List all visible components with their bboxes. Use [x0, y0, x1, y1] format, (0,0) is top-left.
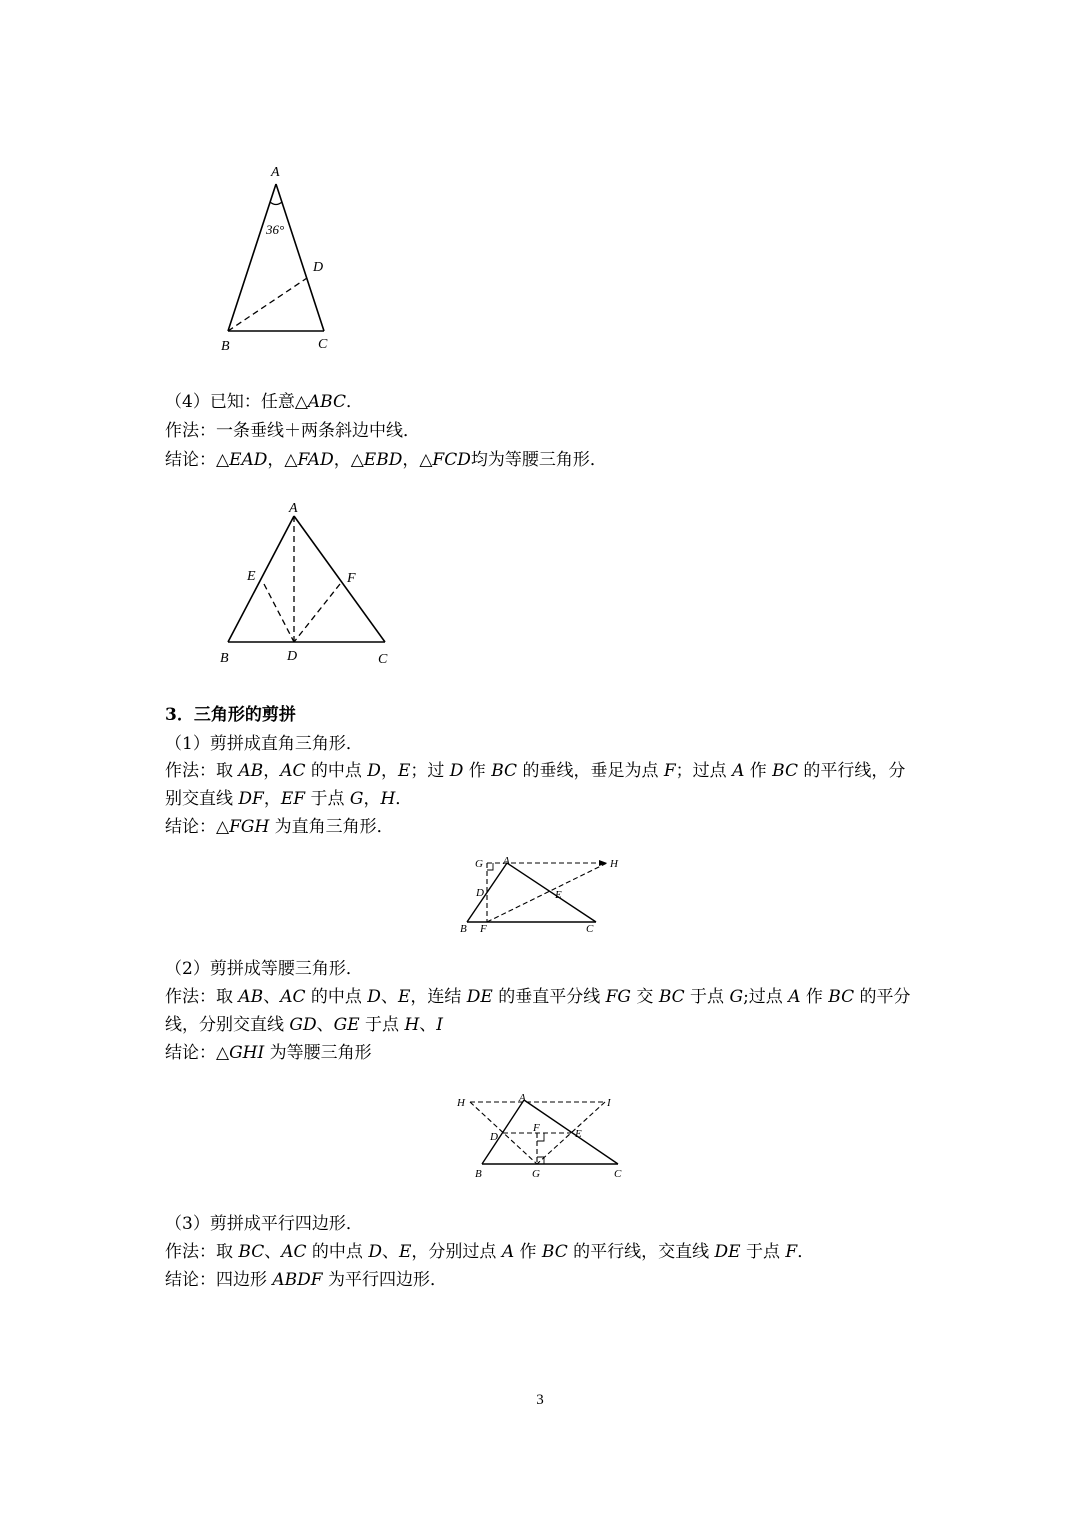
text-segment: AC — [280, 761, 306, 781]
text-segment: ABDF — [272, 1270, 323, 1290]
text-segment: DE — [466, 987, 493, 1007]
p3-method — [165, 1241, 814, 1263]
text-segment: 于点 — [684, 987, 730, 1007]
text-segment: ，△ — [402, 450, 433, 470]
text-segment: 、 — [263, 987, 281, 1007]
label-A: A — [503, 855, 510, 867]
text-segment: 的平行线，交直线 — [567, 1242, 715, 1262]
text-segment: BC — [238, 1242, 265, 1262]
text-segment: DE — [714, 1242, 741, 1262]
label-E: E — [575, 1128, 582, 1140]
label-I: I — [607, 1097, 611, 1109]
text-segment: ，连结 — [410, 987, 467, 1007]
text-segment: （4）已知：任意△ — [165, 392, 308, 412]
text-segment: 、 — [381, 1242, 399, 1262]
text-segment: E — [397, 761, 411, 781]
text-segment: 为平行四边形． — [322, 1270, 448, 1290]
label-F: F — [347, 571, 356, 586]
text-segment: 的中点 — [306, 1242, 369, 1262]
text-segment: 线，分别交直线 — [165, 1015, 290, 1035]
label-H: H — [457, 1097, 465, 1109]
text-segment: 结论：△ — [165, 1043, 230, 1063]
text-segment: A — [788, 987, 801, 1007]
text-segment: 为直角三角形． — [269, 817, 394, 837]
text-segment: DF — [238, 789, 264, 809]
text-segment: 交 — [631, 987, 659, 1007]
text-segment: BC — [658, 987, 685, 1007]
text-segment: 的平分 — [854, 987, 911, 1007]
label-F: F — [533, 1122, 540, 1134]
label-A: A — [519, 1092, 526, 1104]
text-segment: 、 — [316, 1015, 334, 1035]
text-segment: E — [397, 987, 411, 1007]
text-segment: 结论：△ — [165, 817, 230, 837]
text-segment: ;过点 — [743, 987, 789, 1007]
text-segment: ，分别过点 — [411, 1242, 502, 1262]
label-E: E — [247, 569, 256, 584]
text-segment: 结论：△ — [165, 450, 230, 470]
text-segment: ，△ — [333, 450, 364, 470]
text-segment: ，△ — [267, 450, 298, 470]
text-segment: （1）剪拼成直角三角形． — [165, 734, 363, 754]
text-segment: D — [367, 761, 381, 781]
text-segment: 的垂直平分线 — [492, 987, 606, 1007]
text-segment: AB — [238, 761, 264, 781]
text-segment: 作法：取 — [165, 761, 239, 781]
text-segment: 的垂线，垂足为点 — [517, 761, 664, 781]
text-segment: 为等腰三角形 — [264, 1043, 372, 1063]
text-segment: F — [785, 1242, 798, 1262]
label-G: G — [532, 1168, 540, 1180]
text-segment: （3）剪拼成平行四边形． — [165, 1214, 363, 1234]
label-G: G — [475, 858, 483, 870]
label-B: B — [475, 1168, 482, 1180]
label-D: D — [287, 649, 298, 664]
label-D: D — [490, 1131, 498, 1143]
text-segment: AC — [281, 1242, 307, 1262]
text-segment: GE — [333, 1015, 360, 1035]
page-number: 3 — [536, 1392, 544, 1408]
text-segment: BC — [541, 1242, 568, 1262]
text-segment: ． — [345, 392, 363, 412]
text-segment: EAD — [229, 450, 268, 470]
text-segment: AB — [238, 987, 264, 1007]
text-segment: 结论：四边形 — [165, 1270, 273, 1290]
text-segment: 、 — [419, 1015, 437, 1035]
text-segment: ． — [797, 1242, 815, 1262]
text-segment: 作 — [744, 761, 773, 781]
text-segment: D — [368, 1242, 382, 1262]
label-D: D — [313, 260, 324, 275]
text-segment: H — [380, 789, 396, 809]
text-segment: G — [729, 987, 744, 1007]
label-C: C — [614, 1168, 622, 1180]
p3-title — [165, 1213, 363, 1235]
text-segment: FAD — [297, 450, 334, 470]
text-segment: 作法：取 — [165, 1242, 239, 1262]
label-C: C — [586, 923, 594, 935]
label-B: B — [460, 923, 467, 935]
text-segment: EBD — [363, 450, 403, 470]
text-segment: 作 — [463, 761, 492, 781]
angle-label: 36° — [266, 222, 285, 237]
text-segment: 、 — [264, 1242, 282, 1262]
text-segment: 、 — [380, 987, 398, 1007]
text-segment: 于点 — [359, 1015, 405, 1035]
label-C: C — [378, 652, 388, 667]
text-segment: 均为等腰三角形． — [470, 450, 607, 470]
text-segment: FGH — [229, 817, 270, 837]
p3-conclusion — [165, 1269, 447, 1291]
label-D: D — [476, 887, 484, 899]
text-segment: 的中点 — [305, 761, 368, 781]
text-segment: （2）剪拼成等腰三角形． — [165, 959, 363, 979]
text-segment: GHI — [229, 1043, 265, 1063]
text-segment: ． — [395, 789, 413, 809]
text-segment: 的平行线，分 — [797, 761, 906, 781]
text-segment: I — [436, 1015, 443, 1035]
text-segment: BC — [772, 761, 798, 781]
text-segment: 于点 — [740, 1242, 786, 1262]
text-segment: 作法：一条垂线＋两条斜边中线． — [165, 421, 420, 441]
text-segment: AC — [280, 987, 306, 1007]
label-F: F — [480, 923, 487, 935]
text-segment: D — [367, 987, 381, 1007]
text-segment: G — [349, 789, 364, 809]
text-segment: H — [404, 1015, 420, 1035]
text-segment: 于点 — [305, 789, 350, 809]
text-segment: ， — [263, 789, 281, 809]
text-segment: BC — [491, 761, 518, 781]
text-segment: F — [663, 761, 676, 781]
label-B: B — [221, 339, 230, 354]
text-segment: 作 — [514, 1242, 542, 1262]
section-heading: 3．三角形的剪拼 — [165, 705, 296, 725]
text-segment: GD — [289, 1015, 317, 1035]
text-segment: FG — [605, 987, 632, 1007]
text-segment: ， — [363, 789, 381, 809]
text-segment: ， — [380, 761, 398, 781]
text-segment: BC — [828, 987, 855, 1007]
label-B: B — [220, 651, 229, 666]
text-segment: A — [501, 1242, 515, 1262]
label-E: E — [555, 889, 562, 901]
text-segment: ；过点 — [675, 761, 733, 781]
label-A: A — [271, 165, 280, 180]
text-segment: D — [449, 761, 464, 781]
text-segment: E — [398, 1242, 412, 1262]
text-segment: ， — [263, 761, 281, 781]
text-segment: 作 — [800, 987, 829, 1007]
text-segment: ；过 — [410, 761, 450, 781]
text-segment: 别交直线 — [165, 789, 239, 809]
text-segment: 的中点 — [305, 987, 368, 1007]
text-segment: A — [732, 761, 745, 781]
text-segment: 作法：取 — [165, 987, 239, 1007]
text-segment: ABC — [307, 392, 346, 412]
text-segment: EF — [280, 789, 306, 809]
label-H: H — [610, 858, 618, 870]
label-C: C — [318, 337, 328, 352]
text-segment: FCD — [432, 450, 471, 470]
label-A: A — [289, 501, 298, 516]
